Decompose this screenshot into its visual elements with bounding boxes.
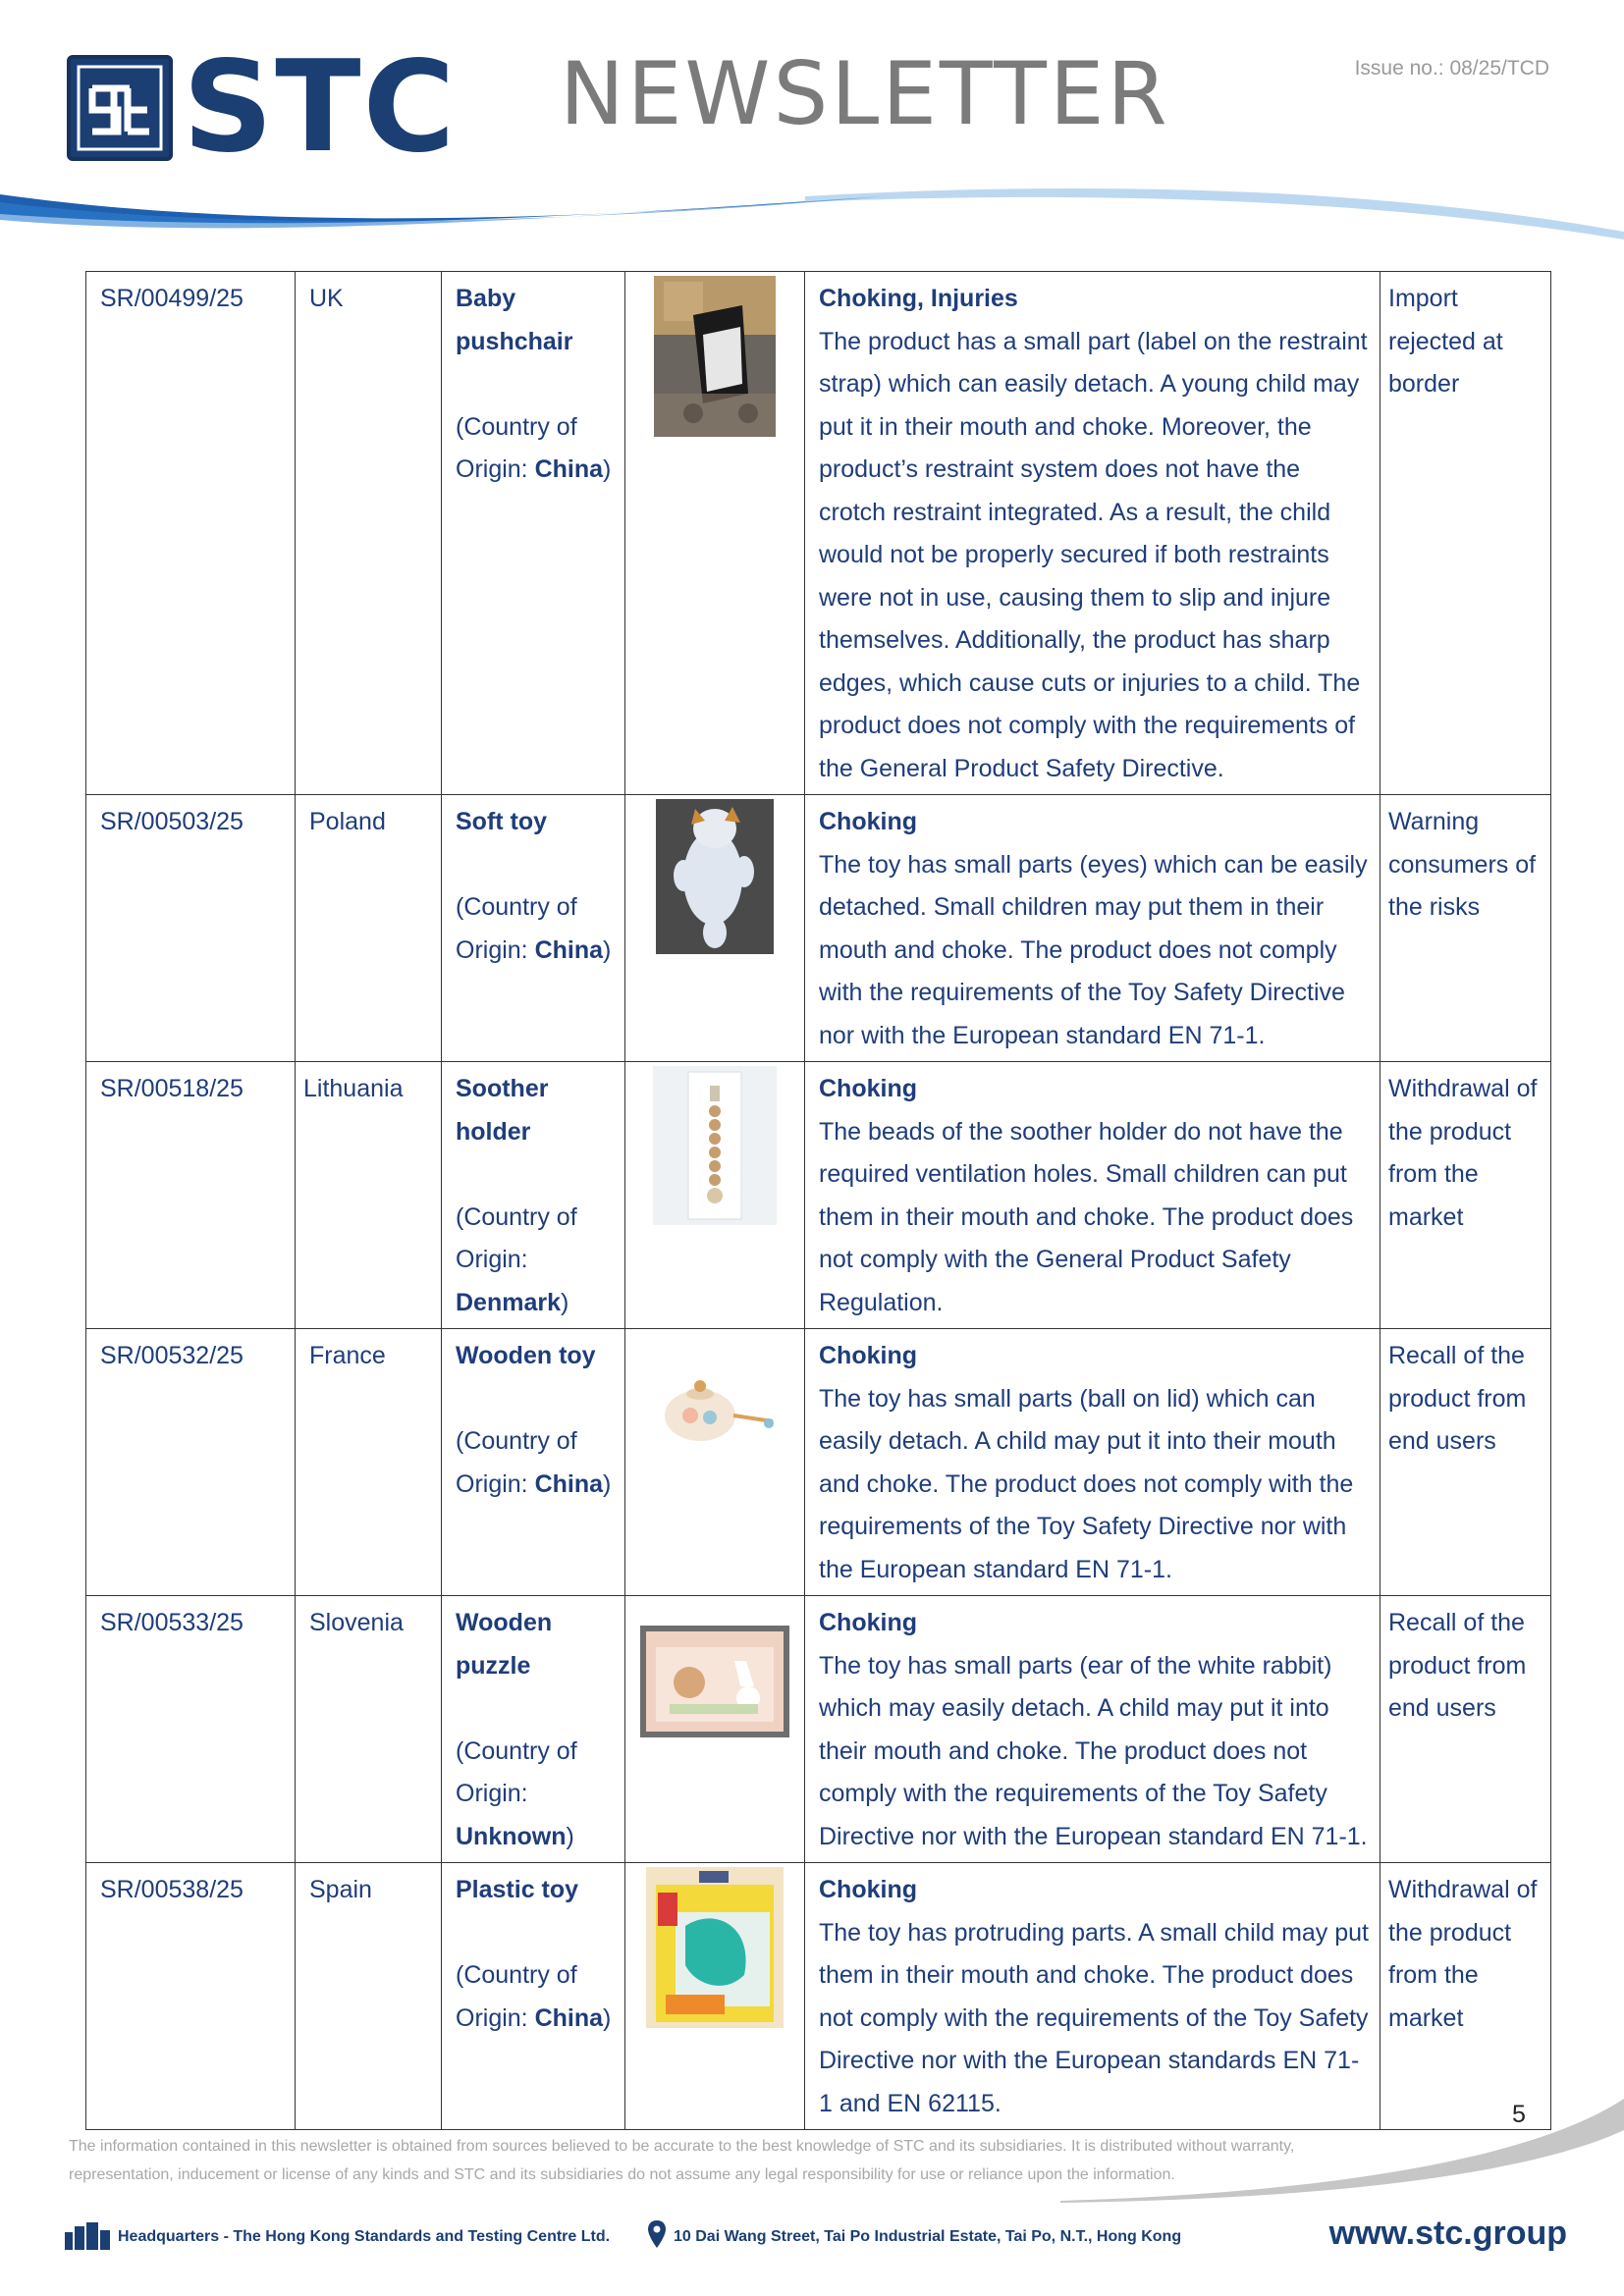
hazard-description: The beads of the soother holder do not have the required ventilation holes. Small children can put them in their mouth and choke. The product does not comply with the General Product Safety Regulation. <box>819 1117 1354 1316</box>
origin-country: China <box>534 1469 604 1498</box>
risk-type: Choking <box>819 808 917 835</box>
notifying-country: Lithuania <box>296 1062 442 1329</box>
product-photo <box>646 1867 784 2043</box>
hazard-description: The toy has small parts (ball on lid) which can easily detach. A child may put it into their mouth and choke. The product does not comply with the requirements of the Toy Safety Directive nor with the European standard EN 71-1. <box>819 1384 1354 1583</box>
table-row <box>86 795 1551 1062</box>
table-row <box>86 1863 1551 2130</box>
hazard-description-cell <box>805 272 1380 795</box>
origin-country: China <box>534 455 604 483</box>
risk-type: Choking <box>819 1075 917 1102</box>
hazard-description: The toy has protruding parts. A small child may put them in their mouth and choke. The product does not comply with the requirements of the Toy Safety Directive nor with the European standards EN 71-1 and EN 62115. <box>819 1918 1369 2117</box>
product-name: Soft toy <box>456 808 548 835</box>
reference-number: SR/00538/25 <box>86 1863 296 2130</box>
hazard-description-cell <box>805 1863 1380 2130</box>
product-cell <box>442 1863 625 2130</box>
product-name: pushchair <box>456 327 573 355</box>
product-name: Wooden <box>456 1609 553 1636</box>
address-text: 10 Dai Wang Street, Tai Po Industrial Estate, Tai Po, N.T., Hong Kong <box>674 2228 1182 2245</box>
origin-line: Denmark) <box>456 1288 569 1316</box>
product-cell <box>442 1062 625 1329</box>
notifying-country: Spain <box>296 1863 442 2130</box>
product-cell <box>442 272 625 795</box>
spacer <box>456 1912 617 1955</box>
product-name: Baby <box>456 285 516 312</box>
headquarters-text: Headquarters - The Hong Kong Standards and Testing Centre Ltd. <box>118 2228 611 2245</box>
product-image-cell <box>625 1596 805 1863</box>
measures-taken: Recall of the product from end users <box>1380 1596 1551 1863</box>
reference-number: SR/00532/25 <box>86 1329 296 1596</box>
issue-number: Issue no.: 08/25/TCD <box>1354 57 1549 80</box>
product-photo <box>651 1372 779 1466</box>
spacer <box>456 363 617 406</box>
product-name: Wooden toy <box>456 1342 596 1369</box>
origin-label: (Country of <box>456 412 577 441</box>
origin-line: Origin: China) <box>456 2003 612 2032</box>
product-image-cell <box>625 1863 805 2130</box>
product-name: puzzle <box>456 1651 531 1680</box>
page-number: 5 <box>1512 2101 1526 2128</box>
origin-label: (Country of <box>456 1736 577 1765</box>
table-row <box>86 1596 1551 1863</box>
spacer <box>456 844 617 887</box>
origin-country: Denmark <box>456 1288 561 1316</box>
stc-logo-mark <box>67 55 173 161</box>
product-photo <box>656 799 774 969</box>
notifying-country: UK <box>296 272 442 795</box>
product-image-cell <box>625 1329 805 1596</box>
product-name: Plastic toy <box>456 1876 579 1903</box>
table-row <box>86 1329 1551 1596</box>
newsletter-title: NEWSLETTER <box>560 43 1170 144</box>
risk-type: Choking <box>819 1342 917 1369</box>
origin-label-2: Origin: <box>456 1246 528 1273</box>
origin-line: Origin: China) <box>456 935 612 964</box>
hazard-description-cell <box>805 795 1380 1062</box>
product-photo <box>653 1066 777 1240</box>
hazard-description: The toy has small parts (eyes) which can be easily detached. Small children may put them in their mouth and choke. The product does not comply with the requirements of the Toy Safety Directive nor with the European standard EN 71-1. <box>819 850 1368 1049</box>
hazard-description: The product has a small part (label on the restraint strap) which can easily detach. A young child may put it in their mouth and choke. Moreover, the product’s restraint system does not have the crotch restraint integrated. As a result, the child would not be properly secured if both restraints were not in use, causing them to slip and injure themselves. Additionally, the product has sharp edges, which cause cuts or injuries to a child. The product does not comply with the requirements of the General Product Safety Directive. <box>819 327 1368 782</box>
product-image-cell <box>625 272 805 795</box>
risk-type: Choking <box>819 1609 917 1636</box>
stc-logo-text: STC <box>183 34 458 181</box>
product-image-cell <box>625 1062 805 1329</box>
origin-label-2: Origin: <box>456 1469 535 1498</box>
product-name: Soother <box>456 1075 549 1102</box>
product-photo <box>654 276 776 452</box>
website-link[interactable]: www.stc.group <box>1328 2215 1567 2252</box>
building-icon <box>65 2222 110 2250</box>
origin-label: (Country of <box>456 1961 577 1989</box>
product-name: holder <box>456 1117 531 1146</box>
origin-line: Unknown) <box>456 1822 574 1850</box>
notifying-country: Slovenia <box>296 1596 442 1863</box>
hazard-description-cell <box>805 1329 1380 1596</box>
footer-bar <box>65 2215 1567 2260</box>
measures-taken: Warning consumers of the risks <box>1380 795 1551 1062</box>
disclaimer: The information contained in this newsletter is obtained from sources believed to be accurate to the best knowledge of STC and its subsidiaries. It is distributed without warranty, representation, inducement or license of any kinds and STC and its subsidiaries do not assume any legal responsibility for use or reliance upon the information. <box>69 2138 1295 2183</box>
origin-label-2: Origin: <box>456 935 535 964</box>
stc-logo <box>67 34 469 181</box>
reference-number: SR/00533/25 <box>86 1596 296 1863</box>
origin-country: China <box>534 935 604 964</box>
measures-taken: Recall of the product from end users <box>1380 1329 1551 1596</box>
origin-label: (Country of <box>456 1202 577 1231</box>
reference-number: SR/00518/25 <box>86 1062 296 1329</box>
spacer <box>456 1378 617 1421</box>
spacer <box>456 1153 617 1197</box>
origin-label: (Country of <box>456 893 577 921</box>
product-cell <box>442 795 625 1062</box>
reference-number: SR/00499/25 <box>86 272 296 795</box>
notifying-country: Poland <box>296 795 442 1062</box>
measures-taken: Import rejected at border <box>1380 272 1551 795</box>
origin-line: Origin: China) <box>456 455 612 483</box>
risk-type: Choking <box>819 1876 917 1903</box>
product-cell <box>442 1596 625 1863</box>
origin-country: Unknown <box>456 1822 567 1850</box>
origin-label-2: Origin: <box>456 2003 535 2032</box>
origin-line: Origin: China) <box>456 1469 612 1498</box>
measures-taken: Withdrawal of the product from the market <box>1380 1863 1551 2130</box>
measures-taken: Withdrawal of the product from the market <box>1380 1062 1551 1329</box>
table-row <box>86 272 1551 795</box>
origin-country: China <box>534 2003 604 2032</box>
hazard-description-cell <box>805 1596 1380 1863</box>
origin-label: (Country of <box>456 1427 577 1455</box>
recall-table <box>85 271 1551 2130</box>
product-photo <box>640 1626 789 1752</box>
risk-type: Choking, Injuries <box>819 285 1018 312</box>
location-pin-icon <box>648 2220 666 2248</box>
table-row <box>86 1062 1551 1329</box>
product-image-cell <box>625 795 805 1062</box>
origin-line <box>456 1239 617 1282</box>
spacer <box>456 1687 617 1731</box>
reference-number: SR/00503/25 <box>86 795 296 1062</box>
page-header <box>0 0 1624 255</box>
hazard-description-cell <box>805 1062 1380 1329</box>
origin-label-2: Origin: <box>456 455 535 483</box>
origin-label-2: Origin: <box>456 1780 528 1807</box>
product-cell <box>442 1329 625 1596</box>
hazard-description: The toy has small parts (ear of the white rabbit) which may easily detach. A child may put it into their mouth and choke. The product does not comply with the requirements of the Toy Safety Directive nor with the European standard EN 71-1. <box>819 1651 1368 1850</box>
origin-line <box>456 1773 617 1816</box>
header-swoosh <box>0 177 1624 255</box>
notifying-country: France <box>296 1329 442 1596</box>
